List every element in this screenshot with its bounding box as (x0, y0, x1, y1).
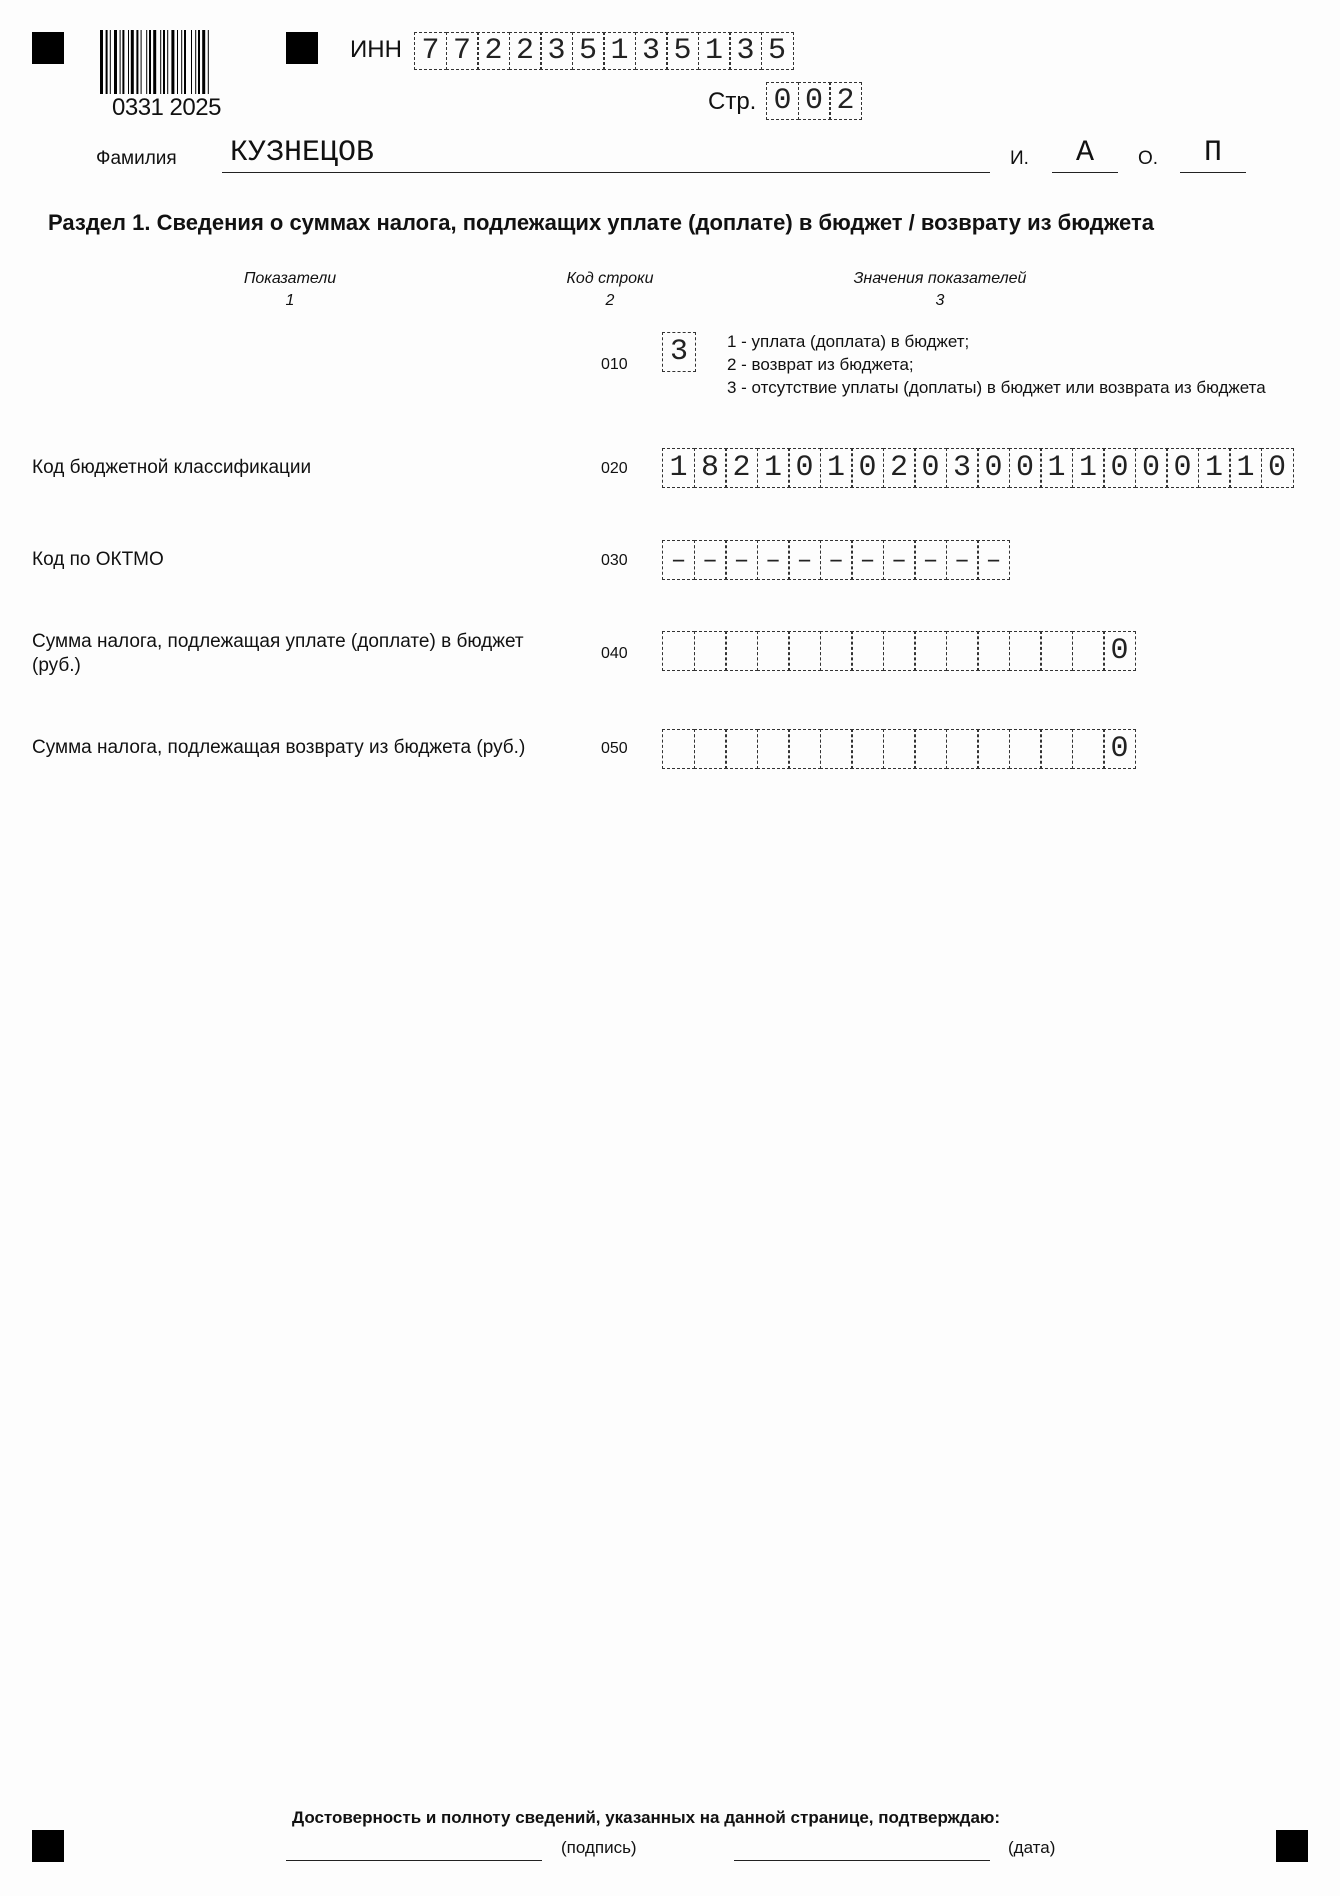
row-020-digit-cell[interactable]: 0 (914, 448, 947, 488)
row-010-option-1: 1 - уплата (доплата) в бюджет; (727, 332, 970, 351)
row-050-field[interactable] (662, 729, 1135, 769)
inn-digit-cell[interactable]: 3 (729, 32, 762, 70)
page-label: Стр. (708, 88, 757, 115)
row-050-digit-cell[interactable] (662, 729, 695, 769)
row-020-digit-cell[interactable]: 1 (1229, 448, 1262, 488)
row-040-digit-cell[interactable] (946, 631, 979, 671)
row-030-digit-cell[interactable]: – (788, 540, 821, 580)
row-020-digit-cell[interactable]: 1 (1040, 448, 1073, 488)
inn-digit-cell[interactable]: 1 (603, 32, 636, 70)
column-header-line-code (530, 268, 690, 312)
inn-field[interactable] (414, 32, 792, 70)
inn-digit-cell[interactable]: 7 (414, 32, 447, 70)
row-030-digit-cell[interactable]: – (883, 540, 916, 580)
page-digit-cell[interactable]: 0 (798, 82, 831, 120)
row-040-field[interactable] (662, 631, 1135, 671)
row-030-digit-cell[interactable]: – (946, 540, 979, 580)
row-040-digit-cell[interactable] (1040, 631, 1073, 671)
initial-o-field[interactable] (1180, 136, 1246, 173)
row-030-label: Код по ОКТМО (32, 549, 164, 570)
row-040-digit-cell[interactable] (788, 631, 821, 671)
row-040-digit-cell[interactable] (662, 631, 695, 671)
corner-marker-top-left (32, 32, 64, 64)
section-title: Раздел 1. Сведения о суммах налога, подлежащих уплате (доплате) в бюджет / возврату из бюджета (48, 210, 1154, 235)
row-050-digit-cell[interactable] (851, 729, 884, 769)
initial-o-label: О. (1138, 148, 1159, 169)
row-030-digit-cell[interactable]: – (662, 540, 695, 580)
row-050-digit-cell[interactable] (820, 729, 853, 769)
date-label: (дата) (1008, 1838, 1056, 1857)
row-020-digit-cell[interactable]: 1 (1198, 448, 1231, 488)
inn-digit-cell[interactable]: 5 (666, 32, 699, 70)
row-030-digit-cell[interactable]: – (977, 540, 1010, 580)
inn-digit-cell[interactable]: 1 (698, 32, 731, 70)
date-line[interactable] (734, 1842, 990, 1861)
row-050-digit-cell[interactable] (725, 729, 758, 769)
initial-i-value: А (1075, 136, 1094, 170)
initial-i-label: И. (1010, 148, 1029, 169)
row-020-digit-cell[interactable]: 1 (820, 448, 853, 488)
column-title: Показатели (243, 270, 337, 287)
row-030-digit-cell[interactable]: – (725, 540, 758, 580)
corner-marker-bottom-right (1276, 1830, 1308, 1862)
row-030-digit-cell[interactable]: – (820, 540, 853, 580)
row-020-digit-cell[interactable]: 0 (1166, 448, 1199, 488)
row-020-digit-cell[interactable]: 8 (694, 448, 727, 488)
inn-digit-cell[interactable]: 2 (509, 32, 542, 70)
inn-digit-cell[interactable]: 2 (477, 32, 510, 70)
column-header-indicators (190, 268, 390, 312)
row-040-digit-cell[interactable] (757, 631, 790, 671)
row-050-digit-cell[interactable]: 0 (1103, 729, 1136, 769)
inn-label: ИНН (350, 36, 402, 63)
row-020-digit-cell[interactable]: 2 (883, 448, 916, 488)
corner-marker-top-mid (286, 32, 318, 64)
row-050-digit-cell[interactable] (883, 729, 916, 769)
row-050-digit-cell[interactable] (914, 729, 947, 769)
page-digit-cell[interactable]: 0 (766, 82, 799, 120)
row-050-digit-cell[interactable] (694, 729, 727, 769)
row-020-code: 020 (601, 460, 628, 477)
barcode (100, 30, 252, 102)
row-030-code: 030 (601, 552, 628, 569)
row-010-option-2: 2 - возврат из бюджета; (727, 355, 914, 374)
row-040-digit-cell[interactable] (883, 631, 916, 671)
row-030-digit-cell[interactable]: – (914, 540, 947, 580)
row-050-digit-cell[interactable] (977, 729, 1010, 769)
row-040-digit-cell[interactable] (694, 631, 727, 671)
column-title: Код строки (566, 270, 654, 287)
surname-value: КУЗНЕЦОВ (230, 136, 375, 170)
row-020-digit-cell[interactable]: 0 (788, 448, 821, 488)
surname-field[interactable] (222, 136, 990, 173)
row-020-field[interactable] (662, 448, 1292, 488)
column-number: 2 (605, 292, 615, 309)
row-010-code: 010 (601, 356, 628, 373)
row-030-digit-cell[interactable]: – (851, 540, 884, 580)
column-number: 1 (285, 292, 295, 309)
row-040-code: 040 (601, 645, 628, 662)
row-020-digit-cell[interactable]: 1 (757, 448, 790, 488)
row-040-digit-cell[interactable] (725, 631, 758, 671)
row-030-digit-cell[interactable]: – (757, 540, 790, 580)
row-020-digit-cell[interactable]: 3 (946, 448, 979, 488)
corner-marker-bottom-left (32, 1830, 64, 1862)
row-020-label: Код бюджетной классификации (32, 457, 312, 478)
page-digit-cell[interactable]: 2 (829, 82, 862, 120)
inn-digit-cell[interactable]: 7 (446, 32, 479, 70)
signature-line[interactable] (286, 1842, 542, 1861)
inn-digit-cell[interactable]: 3 (540, 32, 573, 70)
row-050-digit-cell[interactable] (1040, 729, 1073, 769)
column-number: 3 (935, 292, 945, 309)
page-number-field[interactable] (766, 82, 861, 120)
initial-o-value: П (1203, 136, 1222, 170)
row-040-digit-cell[interactable] (851, 631, 884, 671)
row-030-field[interactable] (662, 540, 1009, 580)
row-040-digit-cell[interactable] (1072, 631, 1105, 671)
row-020-digit-cell[interactable]: 0 (1135, 448, 1168, 488)
row-040-digit-cell[interactable] (1009, 631, 1042, 671)
row-020-digit-cell[interactable]: 1 (662, 448, 695, 488)
row-010-cell[interactable]: 3 (662, 332, 696, 372)
confirmation-text: Достоверность и полноту сведений, указанных на данной странице, подтверждаю: (292, 1808, 1001, 1827)
row-020-digit-cell[interactable]: 0 (1009, 448, 1042, 488)
inn-digit-cell[interactable]: 5 (572, 32, 605, 70)
row-040-digit-cell[interactable] (914, 631, 947, 671)
row-020-digit-cell[interactable]: 1 (1072, 448, 1105, 488)
column-title: Значения показателей (853, 270, 1027, 287)
row-010-options (727, 330, 1266, 399)
column-header-values (800, 268, 1080, 312)
row-050-digit-cell[interactable] (788, 729, 821, 769)
row-050-digit-cell[interactable] (946, 729, 979, 769)
row-050-digit-cell[interactable] (1072, 729, 1105, 769)
row-040-digit-cell[interactable]: 0 (1103, 631, 1136, 671)
signature-label: (подпись) (561, 1838, 637, 1857)
row-010-option-3: 3 - отсутствие уплаты (доплаты) в бюджет или возврата из бюджета (727, 378, 1266, 397)
surname-label: Фамилия (96, 148, 177, 169)
row-020-digit-cell[interactable]: 0 (851, 448, 884, 488)
row-040-digit-cell[interactable] (820, 631, 853, 671)
row-020-digit-cell[interactable]: 0 (977, 448, 1010, 488)
row-020-digit-cell[interactable]: 0 (1261, 448, 1294, 488)
row-050-digit-cell[interactable] (1009, 729, 1042, 769)
row-050-code: 050 (601, 740, 628, 757)
row-040-label: Сумма налога, подлежащая уплате (доплате) в бюджет (руб.) (32, 631, 524, 676)
inn-digit-cell[interactable]: 5 (761, 32, 794, 70)
row-020-digit-cell[interactable]: 0 (1103, 448, 1136, 488)
row-010-field[interactable] (662, 332, 695, 372)
row-050-digit-cell[interactable] (757, 729, 790, 769)
initial-i-field[interactable] (1052, 136, 1118, 173)
inn-digit-cell[interactable]: 3 (635, 32, 668, 70)
row-030-digit-cell[interactable]: – (694, 540, 727, 580)
barcode-number: 0331 2025 (112, 94, 221, 121)
row-050-label: Сумма налога, подлежащая возврату из бюджета (руб.) (32, 737, 526, 758)
row-040-digit-cell[interactable] (977, 631, 1010, 671)
row-020-digit-cell[interactable]: 2 (725, 448, 758, 488)
